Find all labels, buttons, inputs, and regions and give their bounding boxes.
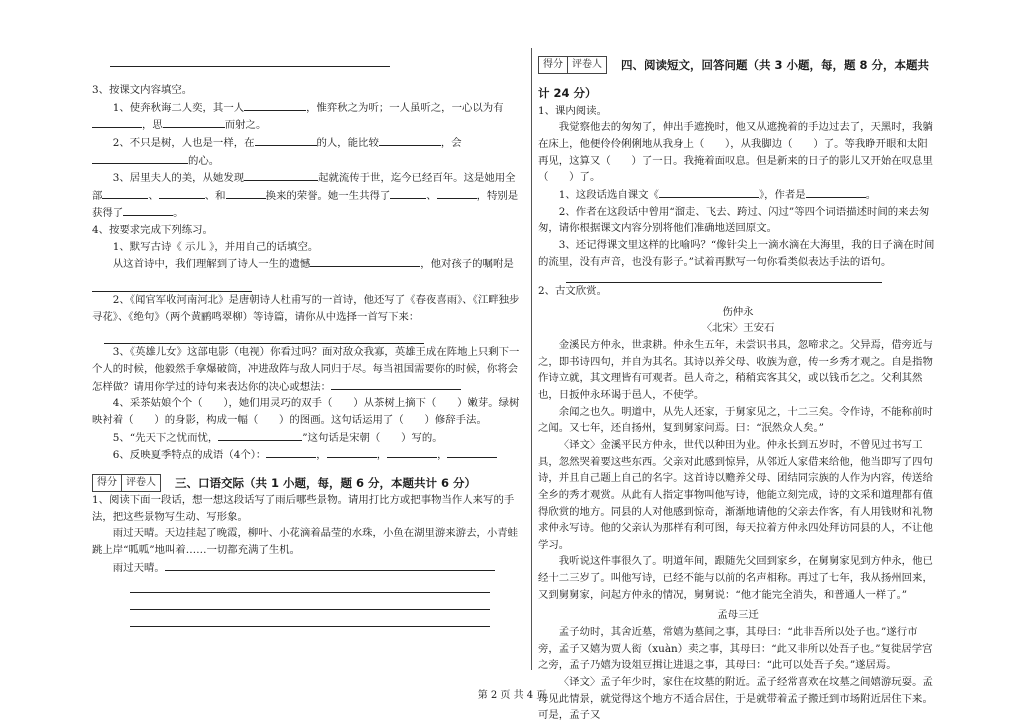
q3-item-2: 2、不只是树，人也是一样，在 的人，能比较 ，会的心。 xyxy=(92,134,524,169)
q4-item-6: 6、反映夏季特点的成语（4个）： ， ， ， xyxy=(92,446,524,464)
r2-title: 2、古文欣赏。 xyxy=(538,285,607,298)
q3-item-1: 1、使奔秋诲二人奕，其一人 ，惟弈秋之为听；一人虽听之，一心以为有，思 而射之。 xyxy=(92,99,524,134)
p2-title: 孟母三迁 xyxy=(717,609,759,622)
r1-text: 我觉察他去的匆匆了，伸出手遮挽时，他又从遮挽着的手边过去了，天黑时，我躺在床上，他便伶伶俐俐地从我身上（ ），从我脚边（ ）了。等我睁开眼和太阳再见，这算又（ ）了一日。我掩着面叹息。但是新来的日子的影儿又开始在叹息里（ ）了。 xyxy=(538,121,933,184)
p1-text4: 我听说这件事很久了。明道年间，跟随先父回到家乡，在舅舅家见到方仲永，他已经十二三岁了。叫他写诗，已经不能与以前的名声相称。再过了七年，我从扬州回来，又到舅舅家，问起方仲永的情况，舅舅说：“他才能完全消失，和普通人一样了。” xyxy=(538,555,933,601)
section-4-title: 四、阅读短文，回答问题（共 3 小题，每，题 8 分，本题共 xyxy=(621,58,930,72)
blank[interactable] xyxy=(218,429,302,441)
sec3-text: 雨过天晴。天边挂起了晚霞，柳叶、小花滴着晶莹的水珠，小鱼在湖里游来游去，小青蛙跳上岸“呱呱”地叫着……一切都充满了生机。 xyxy=(92,527,519,557)
blank[interactable] xyxy=(165,559,495,571)
blank[interactable] xyxy=(379,134,441,146)
section-3-title: 三、口语交际（共 1 小题，每，题 6 分，本题共计 6 分） xyxy=(175,475,477,490)
answer-line[interactable] xyxy=(130,593,490,610)
blank[interactable] xyxy=(327,446,377,458)
p2-text1: 孟子幼时，其舍近墓，常嬉为墓间之事，其母曰：“此非吾所以处子也。”遂行市旁，孟子又嬉为贾人衒（xuàn）卖之事，其母曰：“此又非所以处吾子也。”复徙居学宫之旁，孟子乃嬉为设俎豆揖让进退之事，其母曰：“此可以处吾子矣。”遂居焉。 xyxy=(538,626,933,672)
section-3-header xyxy=(92,474,524,492)
grader-label: 评卷人 xyxy=(572,59,602,71)
blank[interactable] xyxy=(244,169,318,181)
p1-title: 伤仲永 xyxy=(722,305,754,318)
score-box xyxy=(92,474,161,492)
q4-item-1b: 从这首诗中，我们理解到了诗人一生的遗憾 ，他对孩子的嘱咐是 xyxy=(92,255,524,273)
r1-q2: 2、作者在这段话中曾用“溜走、飞去、跨过、闪过”等四个词语描述时间的来去匆匆，请你根据课文内容分别将他们准确地送回原文。 xyxy=(538,205,930,235)
score-box xyxy=(538,56,607,74)
q4-item-3: 3、《英雄儿女》这部电影（电视）你看过吗？面对敌众我寡，英雄王成在阵地上只剩下一个人的时候，他毅然手拿爆破筒，冲进敌阵与敌人同归于尽。每当祖国需要你的时候，你将会怎样做？请用你学过的诗句来表达你的决心或想法： xyxy=(92,346,520,393)
answer-lines[interactable] xyxy=(92,576,524,627)
blank[interactable] xyxy=(226,187,266,199)
blank[interactable] xyxy=(266,446,316,458)
q3-title: 3、按课文内容填空。 xyxy=(92,84,193,96)
q4-item-4: 4、采茶姑娘个个（ ），她们用灵巧的双手（ ）从茶树上摘下（ ）嫩芽。绿树映衬着（ ）的身影，构成一幅（ ）的图画。这句话运用了（ ）修辞手法。 xyxy=(92,397,520,426)
sec3-start: 雨过天晴。 xyxy=(92,559,524,577)
answer-line[interactable] xyxy=(130,576,490,593)
blank[interactable] xyxy=(92,116,142,128)
blank[interactable] xyxy=(310,255,420,267)
p1-text2: 余闻之也久。明道中，从先人还家，于舅家见之，十二三矣。令作诗，不能称前时之闻。又七年，还自扬州，复到舅家问焉。曰：“泯然众人矣。” xyxy=(538,405,933,435)
p1-text1: 金溪民方仲永，世隶耕。仲永生五年，未尝识书具，忽啼求之。父异焉，借旁近与之，即书诗四句，并自为其名。其诗以养父母、收族为意，传一乡秀才观之。自是指物作诗立就，其文理皆有可观者。邑人奇之，稍稍宾客其父，或以钱币乞之。父利其然也，日扳仲永环谒于邑人，不使学。 xyxy=(538,339,933,402)
answer-line[interactable] xyxy=(566,270,882,283)
q4-item-1: 1、默写古诗《 示儿 》，并用自己的话填空。 xyxy=(112,240,319,253)
blank[interactable] xyxy=(159,187,205,199)
r1-q3: 3、还记得课文里这样的比喻吗？“像针尖上一滴水滴在大海里，我的日子滴在时间的流里，没有声音，也没有影子。”试着再默写一句你看类似表达手法的语句。 xyxy=(538,238,935,268)
p2-text2: 〈译文〉孟子年少时，家住在坟墓的附近。孟子经常喜欢在坟墓之间嬉游玩耍。孟母见此情景，就觉得这个地方不适合居住，于是就带着孟子搬迁到市场附近居住下来。可是，孟子又 xyxy=(538,675,933,722)
blank[interactable] xyxy=(244,99,306,111)
answer-line[interactable] xyxy=(104,325,424,344)
blank[interactable] xyxy=(387,446,437,458)
score-label: 得分 xyxy=(93,475,122,491)
p1-text3: 〈译文〉金溪平民方仲永，世代以种田为业。仲永长到五岁时，不曾见过书写工具，忽然哭着要这些东西。父亲对此感到惊异，从邻近人家借来给他，他当即写了四句诗，并且自己题上自己的名字。这首诗以赡养父母、团结同宗族的人作为内容，传送给全乡的秀才观赏。从此有人指定事物叫他写诗，他能立刻完成，诗的文采和道理都有值得欣赏的地方。同县的人对他感到惊奇，渐渐地请他的父亲去作客，有人用钱财和礼物求仲永写诗。他的父亲认为那样有利可图，每天拉着方仲永四处拜访同县的人，不让他学习。 xyxy=(538,438,933,551)
blank[interactable] xyxy=(390,187,426,199)
r1-q1: 1、这段话选自课文《 》，作者是 。 xyxy=(538,186,938,204)
right-column xyxy=(538,48,938,724)
grader-label: 评卷人 xyxy=(126,477,156,488)
blank[interactable] xyxy=(102,187,148,199)
blank[interactable] xyxy=(659,186,759,198)
blank[interactable] xyxy=(447,446,497,458)
q4-title: 4、按要求完成下列练习。 xyxy=(92,224,213,237)
q4-item-5: 5、“先天下之忧而忧， ”这句话是宋朝（ ）写的。 xyxy=(92,429,524,447)
blank[interactable] xyxy=(123,204,173,216)
q4-item-2: 2、《闻官军收河南河北》是唐朝诗人杜甫写的一首诗，他还写了《春夜喜雨》、《江畔独步寻花》、《绝句》（两个黄鹂鸣翠柳）等诗篇，请你从中选择一首写下来： xyxy=(92,294,520,323)
r1-title: 1、课内阅读。 xyxy=(538,104,607,117)
p1-author: 〈北宋〉王安石 xyxy=(701,322,775,335)
blank[interactable] xyxy=(806,186,866,198)
blank[interactable] xyxy=(437,187,477,199)
answer-line[interactable] xyxy=(92,273,252,292)
answer-line[interactable] xyxy=(130,610,490,627)
page-footer: 第 2 页 共 4 页 xyxy=(477,690,547,701)
blank[interactable] xyxy=(331,378,461,390)
q3-item-3: 3、居里夫人的美，从她发现 起就流传于世，迄今已经百年。这是她用全部 、 、和 换来的荣誉。她一生共得了 、 ，特别是获得了 。 xyxy=(92,169,524,222)
blank[interactable] xyxy=(92,152,188,164)
blank[interactable] xyxy=(255,134,317,146)
left-column xyxy=(92,48,524,627)
sec3-q1: 1、阅读下面一段话，想一想这段话写了雨后哪些景物。请用打比方或把事物当作人来写的手法，把这些景物写生动、写形象。 xyxy=(92,494,515,523)
section-4-title-cont: 计 24 分） xyxy=(538,86,597,101)
blank[interactable] xyxy=(163,116,225,128)
section-4-header xyxy=(538,56,938,74)
score-label: 得分 xyxy=(539,57,568,73)
column-divider xyxy=(531,48,532,670)
